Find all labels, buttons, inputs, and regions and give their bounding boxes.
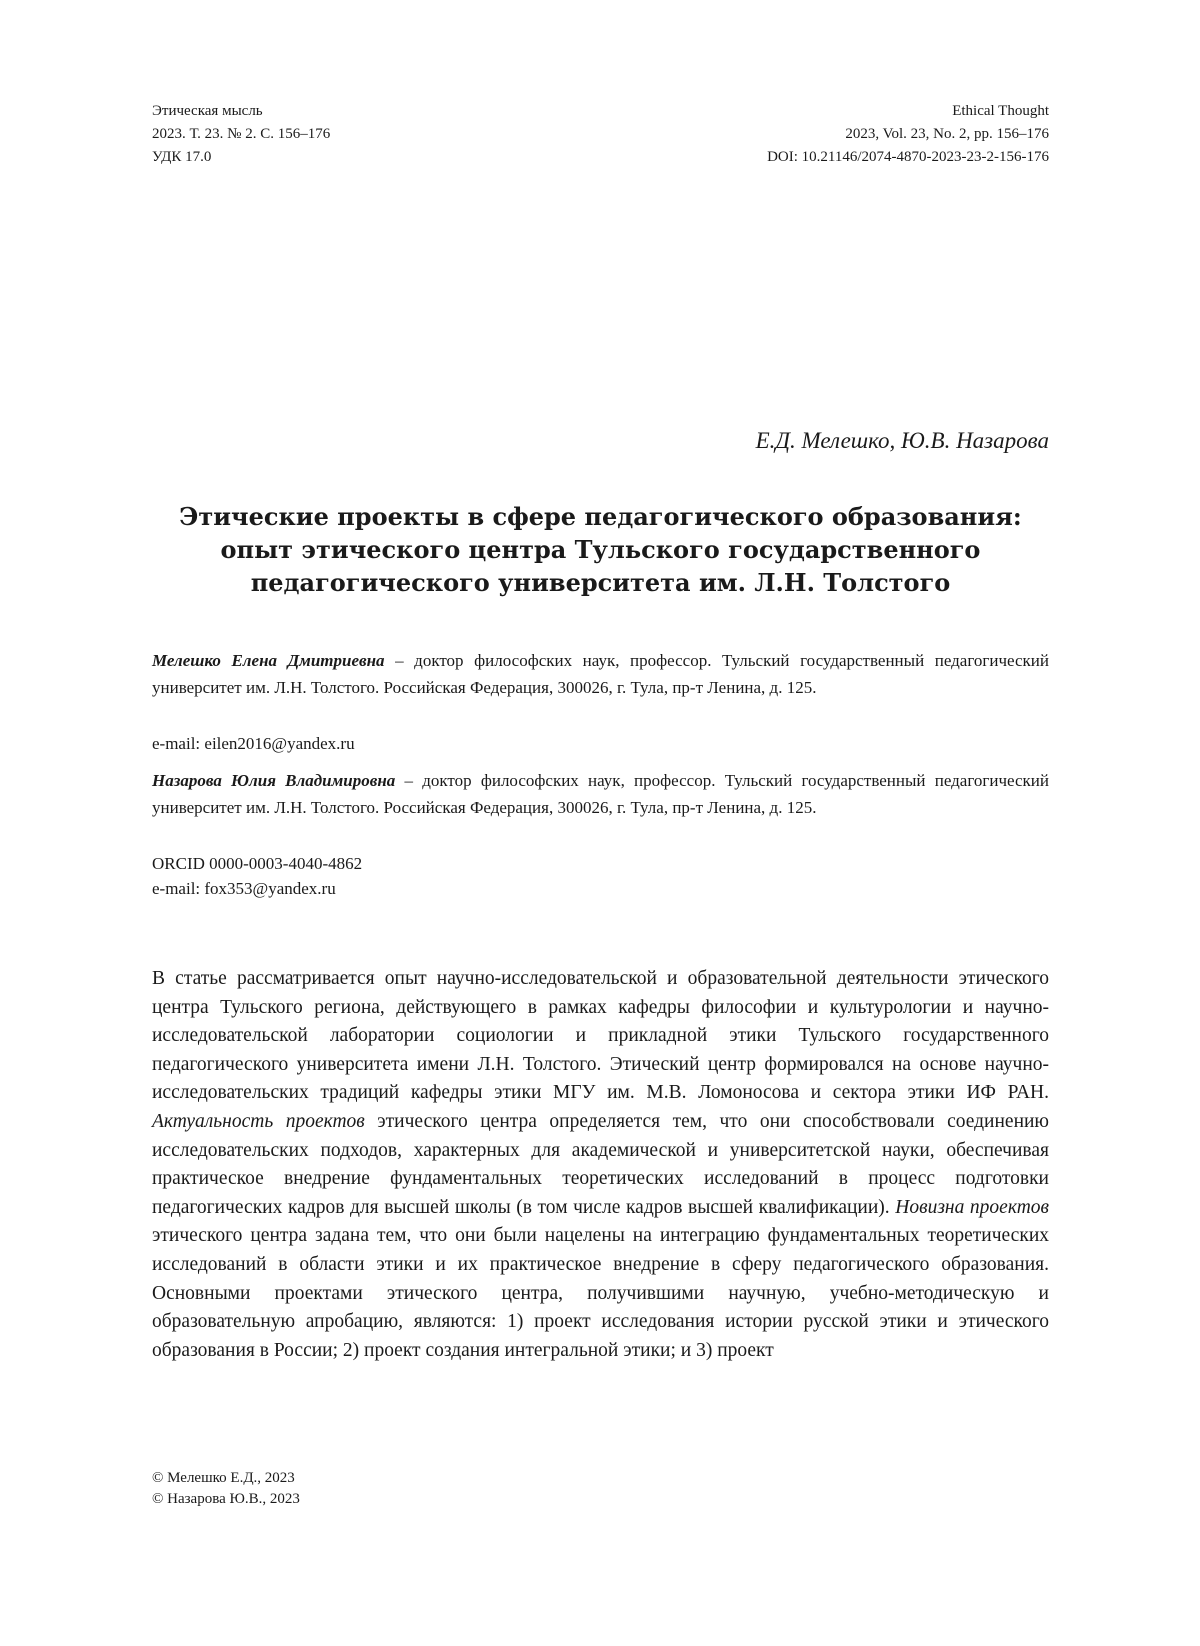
abstract-emphasis-novelty: Новизна проектов [895,1196,1049,1218]
abstract-part-3: этического центра задана тем, что они были нацелены на интеграцию фундаментальных теоретических исследований в области этики и их практическое внедрение в сферу педагогического образования. Основными проектами этического центра, получившими научную, учебно-методическую и образовательную апробацию, являются: 1) проект исследования истории русской этики и этического образования в России; 2) проект создания интегральной этики; и 3) проект [152,1225,1049,1361]
abstract-part-2: этического центра определяется тем, что они способствовали соединению исследовательских подходов, характерных для академической и университетской науки, обеспечивая практическое внедрение фундаментальных теоретических исследований в процесс подготовки педагогических кадров для высшей школы (в том числе кадров высшей квалификации). [152,1110,1050,1218]
author-1-contact [152,731,355,756]
issue-info-ru: 2023. Т. 23. № 2. С. 156–176 [152,126,331,142]
author-2-affiliation [152,767,1049,821]
journal-name-en: Ethical Thought [952,103,1049,119]
title-line-2: опыт этического центра Тульского государственного [220,535,981,564]
author-2-details: – доктор философских наук, профессор. Тульский государственный педагогический университет им. Л.Н. Толстого. Российская Федерация, 300026, г. Тула, пр-т Ленина, д. 125. [152,771,1049,817]
author-2-orcid: ORCID 0000-0003-4040-4862 [152,854,363,873]
issue-info-en: 2023, Vol. 23, No. 2, pp. 156–176 [845,126,1049,142]
author-1-name: Мелешко Елена Дмитриевна [152,651,385,670]
title-line-3: педагогического университета им. Л.Н. Толстого [250,568,951,597]
journal-name-ru: Этическая мысль [152,103,263,119]
article-page [152,0,1049,1646]
author-2-email: e-mail: fox353@yandex.ru [152,879,336,898]
abstract-part-1: В статье рассматривается опыт научно-исследовательской и образовательной деятельности этического центра Тульского региона, действующего в рамках кафедры философии и культурологии и научно-исследовательской лаборатории социологии и прикладной этики Тульского государственного педагогического университета имени Л.Н. Толстого. Этический центр формировался на основе научно-исследовательских традиций кафедры этики МГУ им. М.В. Ломоносова и сектора этики ИФ РАН. [152,968,1049,1104]
doi: DOI: 10.21146/2074-4870-2023-23-2-156-176 [767,149,1049,165]
header-right [767,100,1049,169]
header-left [152,100,330,169]
author-1-affiliation [152,647,1049,701]
copyright-block [152,1468,300,1510]
author-1-email: e-mail: eilen2016@yandex.ru [152,734,355,753]
copyright-line-2: © Назарова Ю.В., 2023 [152,1491,300,1507]
udc-code: УДК 17.0 [152,149,212,165]
author-2-contact [152,851,362,901]
author-2-name: Назарова Юлия Владимировна [152,771,396,790]
authors-line: Е.Д. Мелешко, Ю.В. Назарова [755,428,1049,453]
copyright-line-1: © Мелешко Е.Д., 2023 [152,1470,295,1486]
article-title [152,500,1049,599]
abstract-emphasis-relevance: Актуальность проектов [152,1110,365,1132]
author-1-details: – доктор философских наук, профессор. Тульский государственный педагогический университет им. Л.Н. Толстого. Российская Федерация, 300026, г. Тула, пр-т Ленина, д. 125. [152,651,1049,697]
title-line-1: Этические проекты в сфере педагогического образования: [179,502,1022,531]
abstract [152,965,1049,1365]
